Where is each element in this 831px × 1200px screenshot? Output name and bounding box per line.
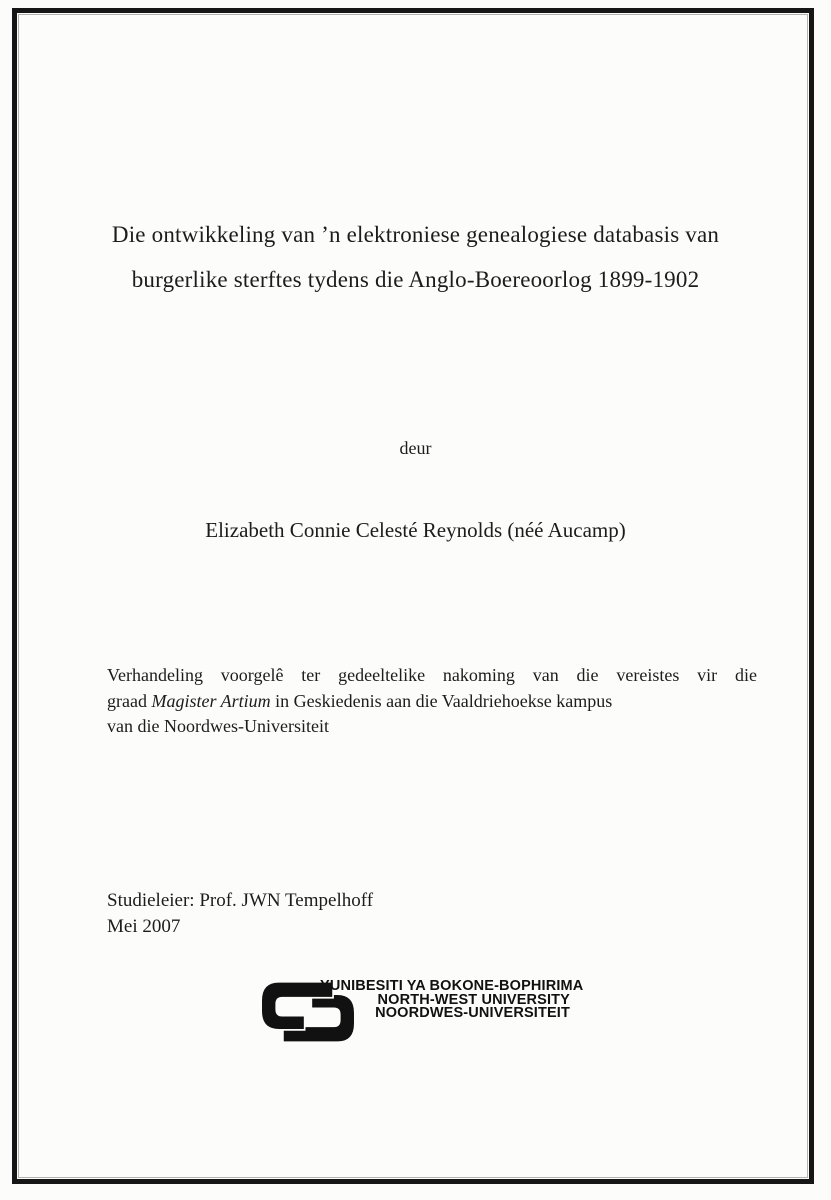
logo-text-afrikaans: NOORDWES-UNIVERSITEIT [375, 1005, 570, 1022]
degree-name: Magister Artium [151, 690, 271, 711]
declaration-line2 [107, 689, 757, 715]
supervisor-line: Studieleier: Prof. JWN Tempelhoff [107, 890, 374, 911]
declaration-line3: van die Noordwes-Universiteit [107, 716, 329, 736]
author-name: Elizabeth Connie Celesté Reynolds (néé Aucamp) [205, 518, 626, 542]
logo-text-setswana: YUNIBESITI YA BOKONE-BOPHIRIMA [320, 978, 584, 994]
date-line: Mei 2007 [107, 916, 181, 937]
declaration-line1: Verhandeling voorgelê ter gedeeltelike nakoming van die vereistes vir die [107, 665, 757, 685]
logo-text-english: NORTH-WEST UNIVERSITY [377, 991, 570, 1008]
university-logo-text [320, 978, 584, 1022]
declaration-paragraph [107, 663, 757, 740]
thesis-title-line2: burgerlike sterftes tydens die Anglo-Boereoorlog 1899-1902 [131, 267, 700, 292]
declaration-line2-prefix: graad [107, 690, 152, 711]
thesis-title-line1: Die ontwikkeling van ’n elektroniese genealogiese databasis van [111, 222, 720, 247]
supervisor-block [107, 888, 373, 940]
declaration-line2-suffix: in Geskiedenis aan die Vaaldriehoekse kampus [270, 690, 613, 711]
thesis-title [60, 212, 771, 302]
byline: deur [399, 438, 432, 458]
university-logo [257, 977, 584, 1051]
